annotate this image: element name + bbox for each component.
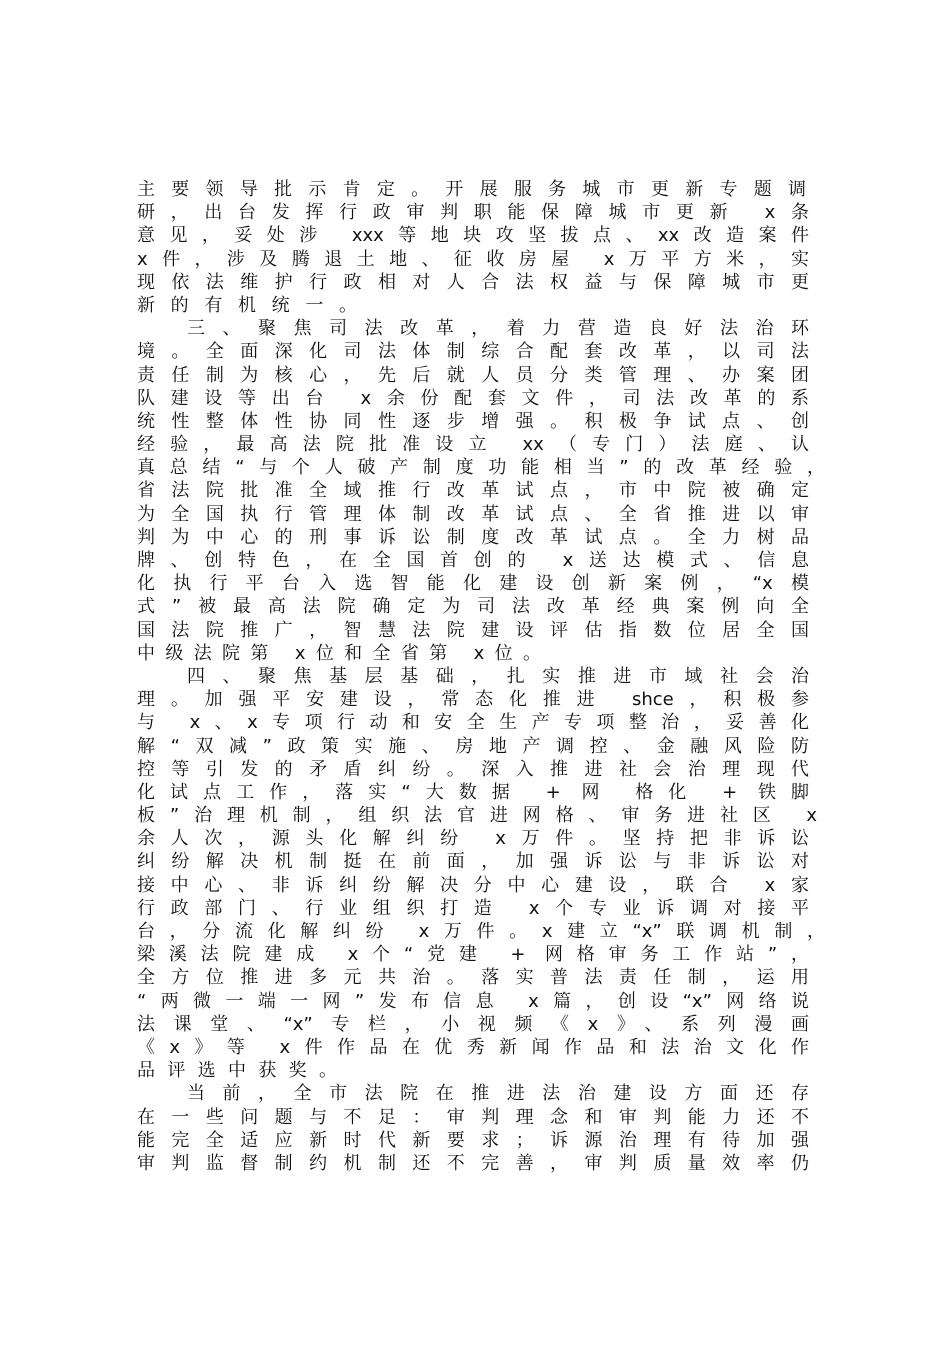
text-line: 控等引发的矛盾纠纷。深入推进社会治理现代	[137, 758, 809, 780]
text-line: 接中心、非诉纠纷解决分中心建设，联合 x家	[137, 874, 809, 896]
text-line: 品评选中获奖。	[137, 1060, 337, 1082]
text-line: “两微一端一网”发布信息 x篇，创设“x”网络说	[137, 990, 809, 1012]
text-line: 梁溪法院建成 x个“党建 + 网格审务工作站”，	[137, 944, 809, 966]
text-line: 省法院批准全域推行改革试点，市中院被确定	[137, 480, 809, 502]
text-line: 在一些问题与不足：审判理念和审判能力还不	[137, 1106, 809, 1128]
text-line: 理。加强平安建设，常态化推进 shce，积极参	[137, 689, 809, 711]
text-line: 境。全面深化司法体制综合配套改革，以司法	[137, 341, 809, 363]
text-line: 行政部门、行业组织打造 x个专业诉调对接平	[137, 897, 809, 919]
text-line: 主要领导批示肯定。开展服务城市更新专题调	[137, 179, 806, 200]
text-line: 全方位推进多元共治。落实普法责任制，运用	[137, 967, 809, 989]
text-line: 队建设等出台 x余份配套文件，司法改革的系	[137, 387, 809, 409]
text-line: 台，分流化解纠纷 x万件。x建立“x”联调机制，	[137, 921, 825, 942]
text-line: 责任制为核心，先后就人员分类管理、办案团	[137, 364, 809, 386]
text-line: 经验，最高法院批准设立 xx（专门）法庭、认	[137, 434, 809, 456]
text-line: 研，出台发挥行政审判职能保障城市更新 x条	[137, 202, 809, 224]
text-line: 式”被最高法院确定为司法改革经典案例向全	[137, 596, 809, 618]
text-line: 纠纷解决机制挺在前面，加强诉讼与非诉讼对	[137, 851, 809, 873]
text-line: 新的有机统一。	[137, 294, 357, 316]
text-line: 判为中心的刑事诉讼制度改革试点。全力树品	[137, 526, 809, 548]
text-line: 意见，妥处涉 xxx等地块攻坚拔点、xx改造案件	[137, 225, 809, 247]
paragraph-heading-line: 三、聚焦司法改革，着力营造良好法治环	[187, 318, 809, 340]
paragraph-heading-line: 四、聚焦基层基础，扎实推进市域社会治	[187, 665, 809, 687]
text-line: 化执行平台入选智能化建设创新案例，“x模	[137, 573, 809, 595]
text-line: 真总结“与个人破产制度功能相当”的改革经验，	[137, 457, 825, 479]
text-line: 审判监督制约机制还不完善，审判质量效率仍	[137, 1152, 809, 1174]
text-line: 余人次，源头化解纠纷 x万件。坚持把非诉讼	[137, 828, 809, 850]
text-line: x件，涉及腾退土地、征收房屋 x万平方米，实	[137, 248, 809, 270]
text-line: 统性整体性协同性逐步增强。积极争试点、创	[137, 410, 809, 432]
text-line: 现依法维护行政相对人合法权益与保障城市更	[137, 271, 809, 293]
text-line: 法课堂、“x”专栏，小视频《x》、系列漫画	[137, 1013, 809, 1035]
text-line: 与 x、x专项行动和安全生产专项整治，妥善化	[137, 712, 809, 734]
text-line: 解“双减”政策实施、房地产调控、金融风险防	[137, 735, 809, 757]
text-line: 能完全适应新时代新要求；诉源治理有待加强	[137, 1129, 809, 1151]
text-line: 为全国执行管理体制改革试点、全省推进以审	[137, 503, 809, 525]
text-line: 《x》等 x件作品在优秀新闻作品和法治文化作	[137, 1036, 809, 1058]
text-line: 中级法院第 x位和全省第 x位。	[137, 642, 541, 664]
text-line: 化试点工作，落实“大数据 + 网 格化 + 铁脚	[137, 781, 809, 803]
text-line: 牌、创特色，在全国首创的 x送达模式、信息	[137, 550, 809, 571]
paragraph-first-line: 当前，全市法院在推进法治建设方面还存	[187, 1083, 809, 1105]
body-text	[137, 178, 827, 1175]
text-line: 板”治理机制，组织法官进网格、审务进社区 x	[137, 805, 817, 827]
text-line: 国法院推广，智慧法院建设评估指数位居全国	[137, 619, 809, 641]
